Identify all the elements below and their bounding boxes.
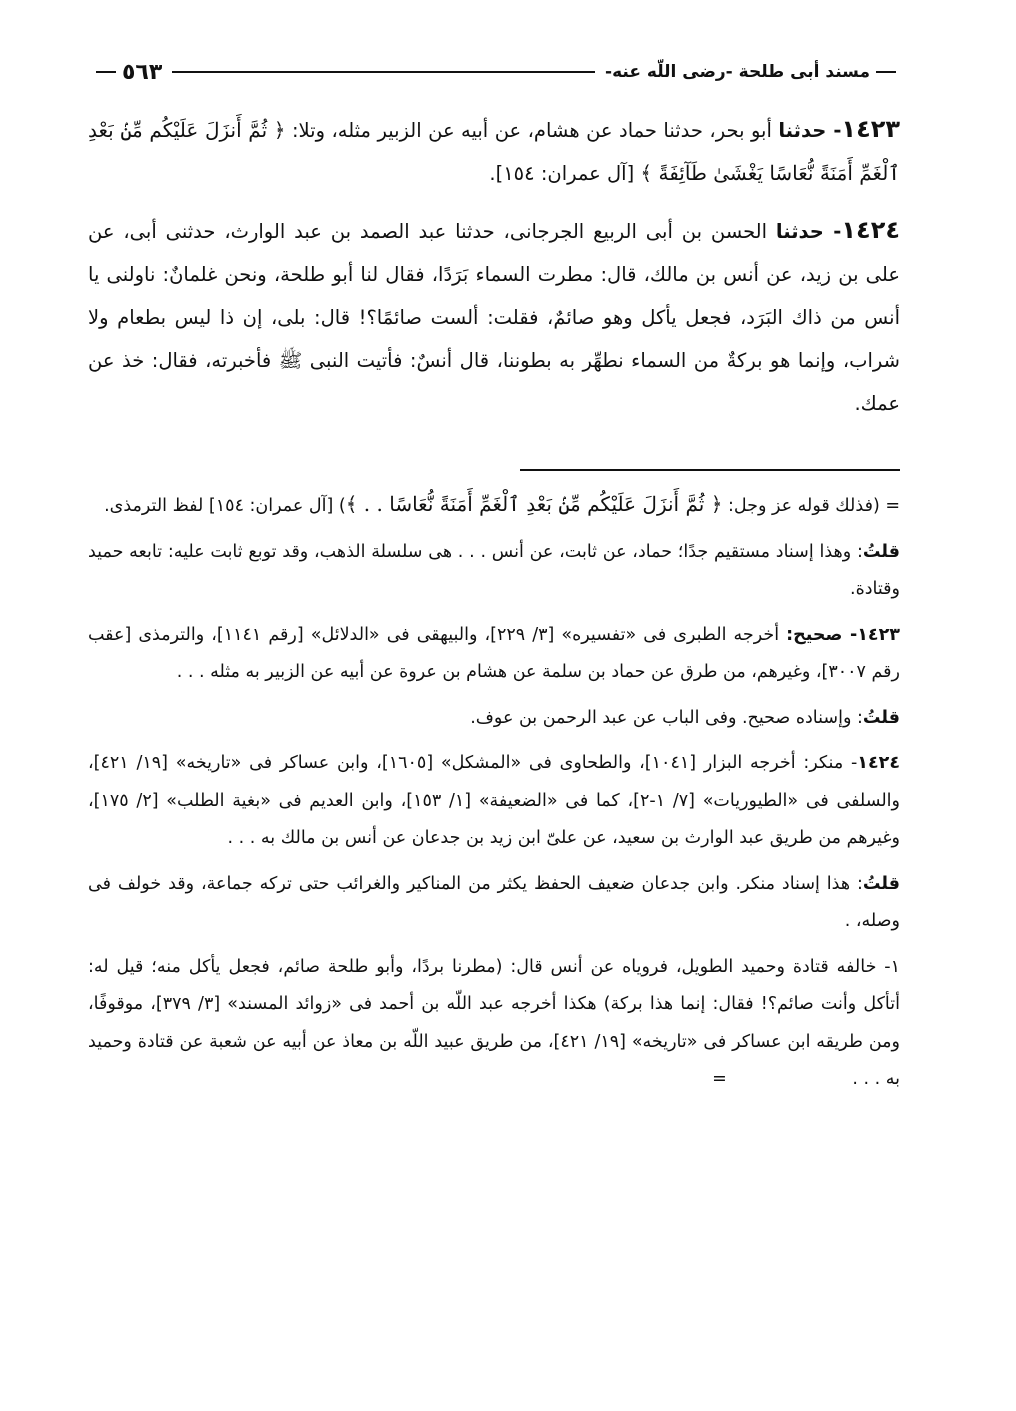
hadith-text: أبو بحر، حدثنا حماد عن هشام، عن أبيه عن الزبير مثله، وتلا: xyxy=(291,119,779,142)
main-text xyxy=(88,108,900,439)
footnote-1423 xyxy=(88,617,900,692)
hadith-lead: - حدثنا xyxy=(778,119,842,142)
footnote-text: : هذا إسناد منكر. وابن جدعان ضعيف الحفظ يكثر من المناكير والغرائب حتى تركه جماعة، وقد خولف فى وصله، . xyxy=(88,873,900,931)
footnote-text: = (فذلك قوله عز وجل: xyxy=(722,496,900,516)
footnotes xyxy=(88,486,900,1107)
footnote-text: : وهذا إسناد مستقيم جدًا؛ حماد، عن ثابت، عن أنس . . . هى سلسلة الذهب، وقد توبع ثابت عليه: تابعه حميد وقتادة. xyxy=(88,541,900,599)
hadith-lead: - حدثنا xyxy=(775,220,842,243)
running-title: مسند أبى طلحة -رضى اللّه عنه- xyxy=(605,62,870,82)
quran-verse: ﴿ ثُمَّ أَنزَلَ عَلَيْكُم مِّنۢ بَعْدِ ٱلْغَمِّ أَمَنَةً نُّعَاسًا . . ﴾ xyxy=(345,492,723,516)
footnote-number: ١٤٢٤ xyxy=(857,753,901,773)
quran-verse: ﴿ ثُمَّ أَنزَلَ عَلَيْكُم مِّنۢ بَعْدِ ٱلْغَمِّ أَمَنَةً نُّعَاسًا يَغْشَىٰ طَآئِفَةً ﴾ xyxy=(88,118,900,185)
continued-marker: = xyxy=(712,1069,727,1089)
footnote-text: ١- خالفه قتادة وحميد الطويل، فروياه عن أنس قال: (مطرنا بردًا، وأبو طلحة صائم، فجعل يأكل منه؛ قيل له: أتأكل وأنت صائم؟! فقال: إنما هذا بركة) هكذا أخرجه عبد اللّه بن أحمد فى «زوائد المسند» [٣/ ٣٧٩]، موقوفًا، ومن طريقه ابن عساكر فى «تاريخه» [١٩/ ٤٢١]، من طريق عبيد اللّه بن معاذ عن أبيه عن شعبة عن قتادة وحميد به . . . xyxy=(88,956,900,1089)
footnote-text: - منكر: أخرجه البزار [١٠٤١]، والطحاوى فى «المشكل» [١٦٠٥]، وابن عساكر فى «تاريخه» [١٩/ ٤٢١]، والسلفى فى «الطيوريات» [٧/ ١-٢]، كما فى «الضعيفة» [١/ ١٥٣]، وابن العديم فى «بغية الطلب» [٢/ ١٧٥]، وغيرهم من طريق عبد الوارث بن سعيد، عن علىّ ابن زيد بن جدعان عن أنس بن مالك به . . . xyxy=(88,753,900,848)
header-rule xyxy=(172,71,595,73)
hadith-number: ١٤٢٤ xyxy=(841,216,900,244)
footnote-comment xyxy=(88,700,900,738)
footnote-number: ١٤٢٣ xyxy=(857,624,900,645)
footnote-separator xyxy=(520,469,900,471)
header-dash-left xyxy=(96,71,116,73)
footnote-text: : وإسناده صحيح. وفى الباب عن عبد الرحمن بن عوف. xyxy=(470,707,863,728)
verse-reference: [آل عمران: ١٥٤]. xyxy=(489,162,641,185)
footnote-continuation xyxy=(88,486,900,526)
footnote-text: ) [آل عمران: ١٥٤] لفظ الترمذى. xyxy=(104,496,346,516)
hadith-1424 xyxy=(88,209,900,425)
footnote-comment xyxy=(88,866,900,941)
hadith-1423 xyxy=(88,108,900,195)
footnote-1424 xyxy=(88,745,900,858)
hadith-text: الحسن بن أبى الربيع الجرجانى، حدثنا عبد الصمد بن عبد الوارث، حدثنى أبى، عن على بن زيد، عن أنس بن مالك، قال: مطرت السماء بَرَدًا، فقال لنا أبو طلحة، ونحن غلمانٌ: ناولنى يا أنس من ذاك البَرَد، فجعل يأكل وهو صائمٌ، فقلت: ألست صائمًا؟! قال: بلى، إن ذا ليس بطعام ولا شراب، وإنما هو بركةٌ من السماء نطهِّر به بطوننا، قال أنسٌ: فأتيت النبى ﷺ فأخبرته، فقال: خذ عن عمك. xyxy=(88,220,900,415)
hadith-number: ١٤٢٣ xyxy=(841,115,901,143)
page-number: ٥٦٣ xyxy=(122,59,163,85)
header-dash-right xyxy=(876,71,896,73)
footnote-point-1 xyxy=(88,949,900,1099)
footnote-comment xyxy=(88,534,900,609)
qult-label: قلتُ xyxy=(862,873,900,894)
footnote-text: أخرجه الطبرى فى «تفسيره» [٣/ ٢٢٩]، والبيهقى فى «الدلائل» [رقم ١١٤١]، والترمذى [عقب رقم ٣٠٠٧]، وغيرهم، من طرق عن حماد بن سلمة عن هشام بن عروة عن أبيه عن الزبير به مثله . . . xyxy=(88,624,900,682)
qult-label: قلتُ xyxy=(862,541,900,562)
grade-label: - صحيح: xyxy=(786,624,858,645)
qult-label: قلتُ xyxy=(862,707,900,728)
page-header xyxy=(90,52,902,92)
